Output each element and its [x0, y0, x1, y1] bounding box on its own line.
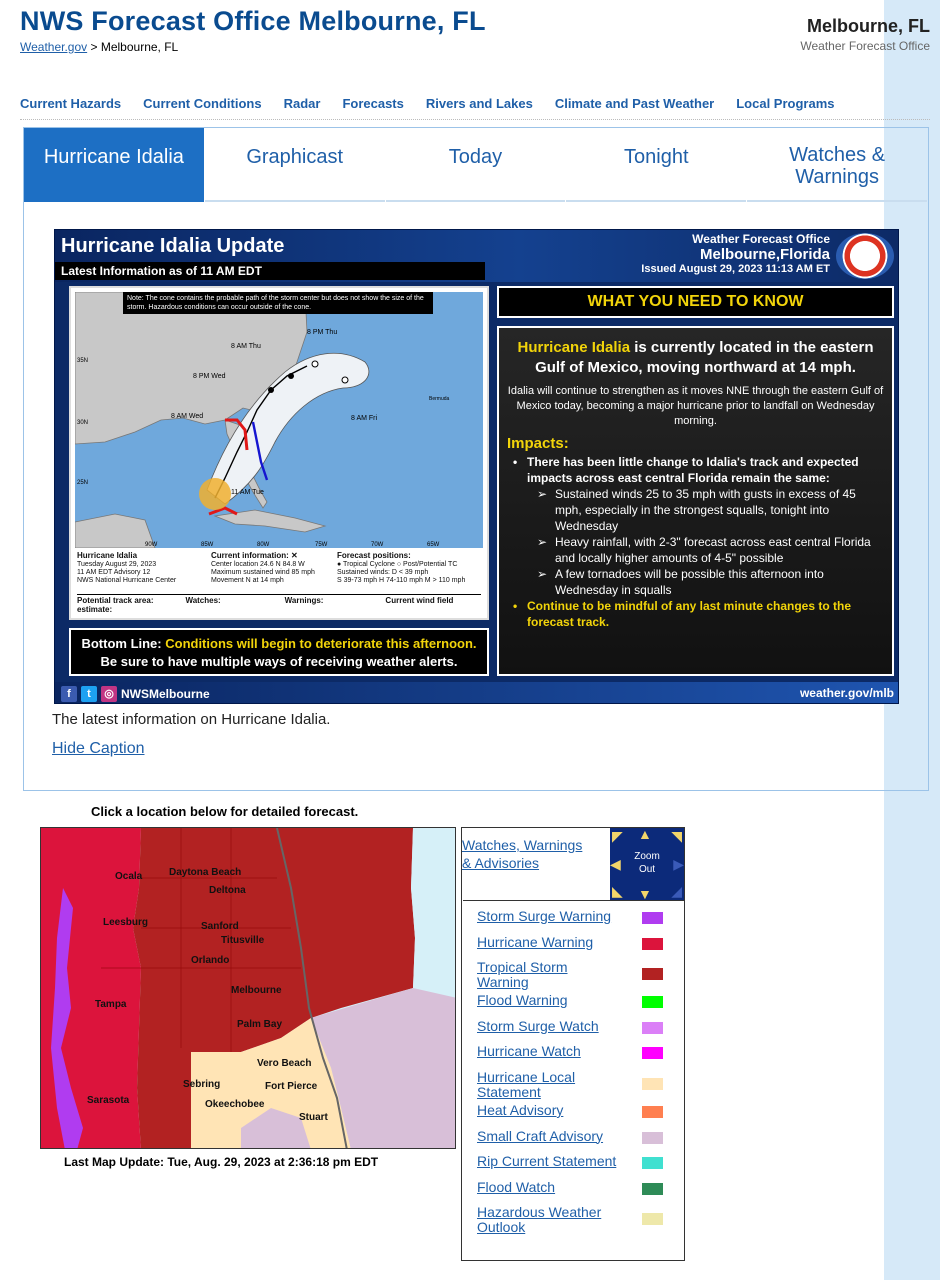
bottom-line-highlight: Conditions will begin to deteriorate this afternoon.: [165, 636, 477, 651]
legend-heat-advisory[interactable]: Heat Advisory: [477, 1101, 564, 1118]
legend-hurricane-local-statement[interactable]: Hurricane Local Statement: [477, 1068, 576, 1100]
legend-advisory: 11 AM EDT Advisory 12: [77, 569, 151, 576]
watches-warnings-advisories-link[interactable]: Watches, Warnings & Advisories: [462, 837, 583, 871]
legend-item: [463, 1019, 684, 1045]
social-links: [61, 686, 210, 702]
impacts-list: [507, 454, 884, 630]
city-sarasota[interactable]: Sarasota: [87, 1095, 130, 1106]
impact-rain: ➢ Heavy rainfall, with 2-3" forecast across east central Florida and locally higher amounts of 4-5" possible: [507, 534, 884, 566]
map-lon-65w: 65W: [427, 542, 440, 548]
nav-local-programs[interactable]: Local Programs: [736, 96, 835, 111]
map-label-bermuda: Bermuda: [429, 396, 450, 402]
impacts-heading: Impacts:: [507, 435, 569, 452]
breadcrumb-home-link[interactable]: Weather.gov: [20, 40, 88, 54]
city-vero-beach[interactable]: Vero Beach: [257, 1058, 312, 1069]
breadcrumb-current: Melbourne, FL: [100, 40, 179, 54]
office-city: Melbourne, FL: [807, 16, 930, 36]
nav-radar[interactable]: Radar: [283, 96, 321, 111]
graphic-office-line3: Issued August 29, 2023 11:13 AM ET: [641, 263, 830, 275]
city-palm-bay[interactable]: Palm Bay: [237, 1019, 283, 1030]
page-header: [20, 6, 930, 86]
map-label-8pm-wed: 8 PM Wed: [193, 373, 226, 380]
legend-current-header: Current information: ✕: [211, 551, 298, 560]
impact-tornado: ➢ A few tornadoes will be possible this afternoon into Wednesday in squalls: [507, 566, 884, 598]
legend-date: Tuesday August 29, 2023: [77, 561, 157, 568]
office-subtitle: Weather Forecast Office: [800, 39, 930, 53]
map-label-8pm-thu: 8 PM Thu: [307, 329, 338, 336]
map-last-update: Last Map Update: Tue, Aug. 29, 2023 at 2:36:18 pm EDT: [64, 1155, 379, 1169]
legend-swatch: [642, 1078, 663, 1090]
breadcrumb: [20, 40, 178, 54]
legend-swatch: [642, 968, 663, 980]
impacts-lead-text: is currently located in the eastern Gulf of Mexico, moving northward at 14 mph.: [535, 339, 874, 376]
nav-current-conditions[interactable]: Current Conditions: [143, 96, 262, 111]
legend-current-1: Center location 24.6 N 84.8 W: [211, 561, 305, 568]
arrow-n-icon[interactable]: ▲: [638, 826, 652, 842]
nav-forecasts[interactable]: Forecasts: [342, 96, 404, 111]
legend-flood-warning[interactable]: Flood Warning: [477, 992, 568, 1009]
city-okeechobee[interactable]: Okeechobee: [205, 1099, 265, 1110]
legend-swatch: [642, 1132, 663, 1144]
city-titusville[interactable]: Titusville: [221, 935, 265, 946]
graphic-caption: The latest information on Hurricane Idalia.: [52, 711, 331, 728]
hazard-legend: [461, 827, 685, 1261]
legend-current-3: Movement N at 14 mph: [211, 577, 284, 584]
arrow-sw-icon[interactable]: ◣: [612, 883, 623, 899]
city-tampa[interactable]: Tampa: [95, 999, 127, 1010]
twitter-icon: t: [81, 686, 97, 702]
tab-today[interactable]: Today: [386, 128, 566, 202]
legend-list: [463, 900, 684, 1238]
facebook-icon: f: [61, 686, 77, 702]
map-lat-25n: 25N: [77, 480, 89, 486]
map-lon-75w: 75W: [315, 542, 328, 548]
graphic-office: [641, 232, 830, 275]
map-label-8am-fri: 8 AM Fri: [351, 415, 378, 422]
city-daytona-beach[interactable]: Daytona Beach: [169, 867, 242, 878]
zoom-out-control[interactable]: [610, 828, 684, 900]
map-lat-35n: 35N: [77, 358, 89, 364]
cone-map: [69, 286, 489, 620]
city-ocala[interactable]: Ocala: [115, 871, 143, 882]
impact-mindful: • Continue to be mindful of any last minute changes to the forecast track.: [507, 598, 884, 630]
graphic-url: weather.gov/mlb: [799, 686, 894, 700]
impacts-lead-storm: Hurricane Idalia: [517, 339, 631, 356]
legend-storm-surge-warning[interactable]: Storm Surge Warning: [477, 908, 612, 924]
site-title: NWS Forecast Office Melbourne, FL: [20, 6, 486, 36]
legend-warnings: Warnings:: [284, 596, 324, 605]
legend-swatch: [642, 938, 663, 950]
city-stuart[interactable]: Stuart: [299, 1112, 328, 1123]
arrow-w-icon[interactable]: ◀: [610, 856, 621, 872]
legend-track-area: Potential track area:: [77, 596, 154, 605]
main-nav: [20, 96, 930, 120]
nav-climate-and-past-weather[interactable]: Climate and Past Weather: [554, 96, 715, 111]
legend-swatch: [642, 996, 663, 1008]
legend-item: [463, 935, 684, 961]
tab-watches-warnings[interactable]: Watches & Warnings: [747, 128, 927, 202]
map-label-8am-wed: 8 AM Wed: [171, 413, 204, 420]
what-you-need-to-know-heading: WHAT YOU NEED TO KNOW: [497, 286, 894, 318]
hide-caption-link[interactable]: Hide Caption: [52, 740, 145, 757]
legend-wind-field: Current wind field estimate:: [77, 596, 454, 614]
legend-swatch: [642, 912, 663, 924]
legend-swatch: [642, 1106, 663, 1118]
legend-item: [463, 1103, 684, 1129]
legend-flood-watch[interactable]: Flood Watch: [477, 1178, 556, 1195]
nws-logo-icon: [836, 233, 894, 279]
impacts-box: [497, 326, 894, 676]
arrow-s-icon[interactable]: ▼: [638, 886, 652, 902]
city-melbourne[interactable]: Melbourne: [231, 985, 282, 996]
legend-forecast-3: S 39-73 mph H 74-110 mph M > 110 mph: [337, 577, 466, 584]
office-block: [800, 16, 930, 53]
graphic-footer: [55, 682, 899, 704]
legend-hurricane-watch[interactable]: Hurricane Watch: [477, 1043, 581, 1060]
cone-map-note: Note: The cone contains the probable path of the storm center but does not show the size of the storm. Hazardous conditions can occur outside of the cone.: [123, 292, 433, 314]
legend-item: [463, 1154, 684, 1180]
city-fort-pierce[interactable]: Fort Pierce: [265, 1081, 318, 1092]
hurricane-update-graphic[interactable]: [54, 229, 899, 704]
nav-current-hazards[interactable]: Current Hazards: [20, 96, 122, 111]
legend-storm-surge-watch[interactable]: Storm Surge Watch: [477, 1017, 599, 1034]
map-lon-85w: 85W: [201, 542, 214, 548]
map-lon-70w: 70W: [371, 542, 384, 548]
map-lon-80w: 80W: [257, 542, 270, 548]
legend-storm-name: Hurricane Idalia: [77, 551, 138, 560]
impacts-summary: Idalia will continue to strengthen as it moves NNE through the eastern Gulf of Mexico today, becoming a major hurricane prior to landfall on Wednesday morning.: [507, 385, 884, 427]
legend-swatch: [642, 1183, 663, 1195]
legend-swatch: [642, 1022, 663, 1034]
legend-hazardous-weather-outlook[interactable]: Hazardous Weather Outlook: [477, 1204, 602, 1236]
tab-panel: [23, 127, 929, 791]
arrow-se-icon[interactable]: ◢: [671, 883, 682, 899]
tab-hurricane-idalia[interactable]: Hurricane Idalia: [24, 128, 204, 202]
breadcrumb-separator: >: [87, 40, 101, 54]
tab-tonight[interactable]: Tonight: [566, 128, 746, 202]
graphic-office-line2: Melbourne,Florida: [699, 246, 830, 263]
city-leesburg[interactable]: Leesburg: [103, 917, 149, 928]
legend-item: [463, 1044, 684, 1070]
zoom-out-label[interactable]: Zoom Out: [634, 851, 660, 875]
legend-forecast-2: Sustained winds: D < 39 mph: [337, 569, 429, 576]
legend-swatch: [642, 1047, 663, 1059]
arrow-nw-icon[interactable]: ◤: [612, 828, 623, 844]
arrow-e-icon[interactable]: ▶: [673, 856, 684, 872]
graphic-latest-info: Latest Information as of 11 AM EDT: [55, 262, 485, 280]
legend-hurricane-warning[interactable]: Hurricane Warning: [477, 933, 594, 950]
city-sanford[interactable]: Sanford: [201, 921, 239, 932]
legend-small-craft-advisory[interactable]: Small Craft Advisory: [477, 1127, 604, 1144]
map-lon-90w: 90W: [145, 542, 158, 548]
map-lat-30n: 30N: [77, 420, 89, 426]
legend-nhc: NWS National Hurricane Center: [77, 577, 177, 584]
legend-item: [463, 993, 684, 1019]
legend-swatch: [642, 1157, 663, 1169]
legend-rip-current-statement[interactable]: Rip Current Statement: [477, 1153, 617, 1170]
tab-bar: [24, 128, 928, 202]
legend-current-2: Maximum sustained wind 85 mph: [211, 569, 315, 576]
legend-item: [463, 960, 684, 993]
bottom-line-second: Be sure to have multiple ways of receiving weather alerts.: [100, 654, 458, 669]
legend-swatch: [642, 1213, 663, 1225]
legend-item: [463, 1205, 684, 1238]
map-label-8am-thu: 8 AM Thu: [231, 343, 261, 350]
hazard-map[interactable]: [40, 827, 456, 1149]
map-label-11am-tue: 11 AM Tue: [231, 489, 264, 496]
bottom-line-box: [69, 628, 489, 676]
cone-map-svg: [75, 292, 483, 548]
social-handle: NWSMelbourne: [121, 687, 210, 701]
legend-item: [463, 909, 684, 935]
city-sebring[interactable]: Sebring: [183, 1079, 221, 1090]
arrow-ne-icon[interactable]: ◥: [671, 828, 682, 844]
graphic-office-line1: Weather Forecast Office: [692, 232, 830, 246]
graphic-title: Hurricane Idalia Update: [61, 235, 285, 257]
nav-rivers-and-lakes[interactable]: Rivers and Lakes: [425, 96, 533, 111]
legend-item: [463, 1070, 684, 1103]
legend-item: [463, 1129, 684, 1155]
city-orlando[interactable]: Orlando: [191, 955, 230, 966]
legend-forecast-1: ● Tropical Cyclone ○ Post/Potential TC: [337, 561, 458, 568]
bottom-line-prefix: Bottom Line:: [81, 636, 166, 651]
cone-map-legend: [75, 550, 483, 616]
instagram-icon: ◎: [101, 686, 117, 702]
click-location-hint: Click a location below for detailed forecast.: [91, 804, 359, 819]
impact-main: • There has been little change to Idalia's track and expected impacts across east central Florida remain the same:: [507, 454, 884, 486]
legend-item: [463, 1180, 684, 1206]
impacts-lead: [507, 338, 884, 378]
legend-top: [462, 828, 684, 900]
graphic-header: [55, 230, 899, 282]
tab-graphicast[interactable]: Graphicast: [205, 128, 385, 202]
legend-watches: Watches:: [185, 596, 221, 605]
legend-forecast-header: Forecast positions:: [337, 551, 411, 560]
impact-wind: ➢ Sustained winds 25 to 35 mph with gusts in excess of 45 mph, especially in the strongest squalls, tonight into Wednesday: [507, 486, 884, 534]
legend-tropical-storm-warning[interactable]: Tropical Storm Warning: [477, 959, 568, 991]
city-deltona[interactable]: Deltona: [209, 885, 246, 896]
